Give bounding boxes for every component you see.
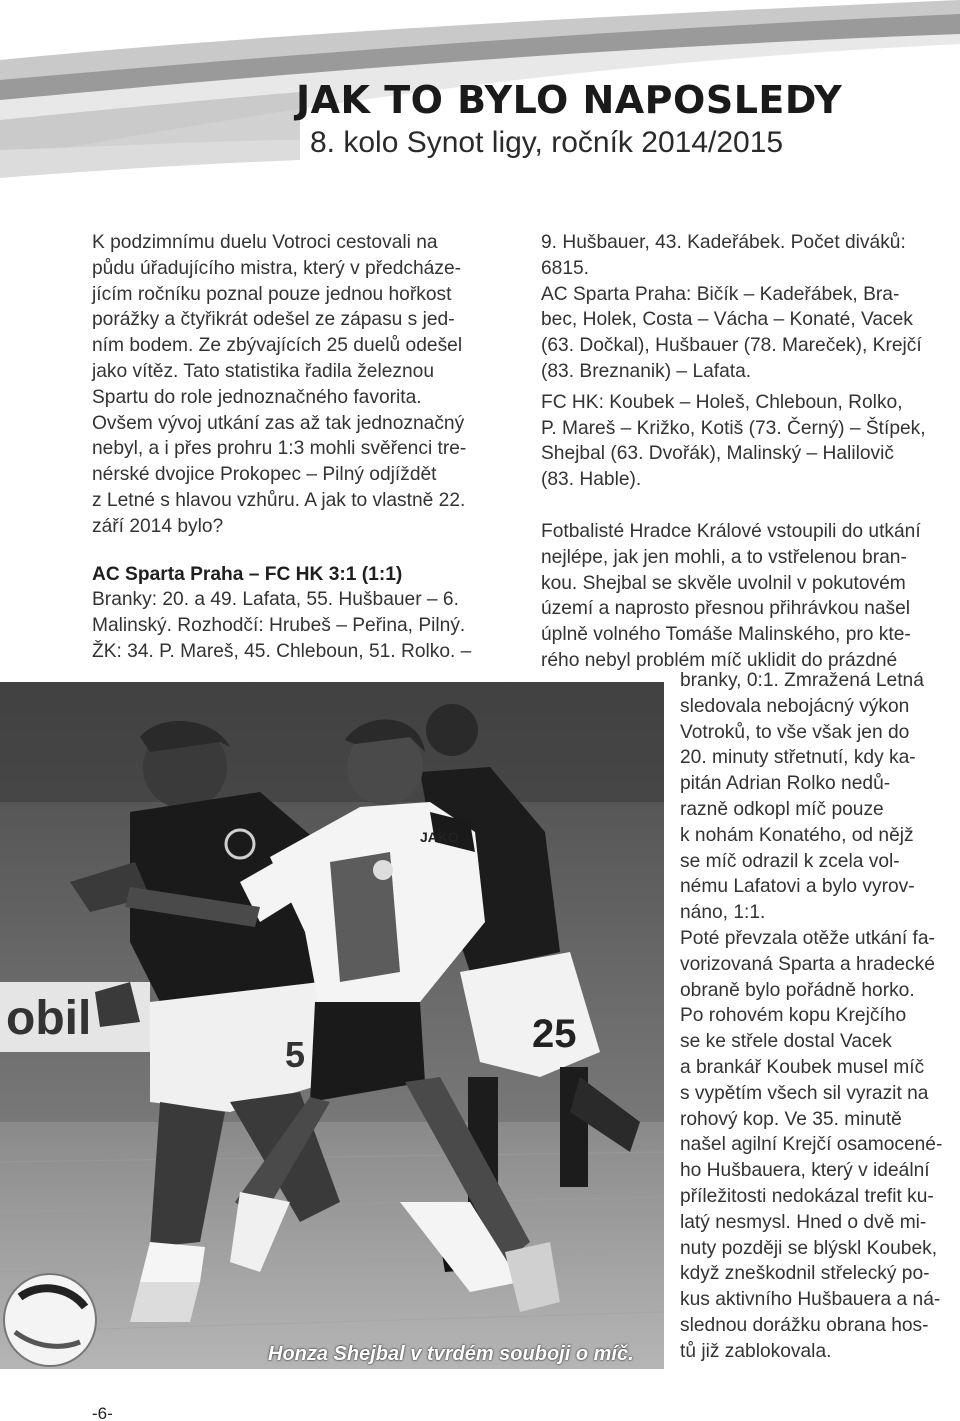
report-line: slednou dorážku obrana hos- <box>680 1314 929 1336</box>
match-detail-line: Malinský. Rozhodčí: Hrubeš – Peřina, Pilný. <box>92 615 466 637</box>
right-column <box>541 230 959 674</box>
report-narrow-column <box>680 668 958 1365</box>
report-line: k nohám Konatého, od nějž <box>680 824 914 846</box>
intro-line: jako vítěz. Tato statistika řadila železnou <box>92 360 435 382</box>
jersey-number-back: 25 <box>532 1012 577 1056</box>
page-title: JAK TO BYLO NAPOSLEDY <box>296 78 843 122</box>
match-result-title: AC Sparta Praha – FC HK 3:1 (1:1) <box>92 563 403 585</box>
report-line: nejlépe, jak jen mohli, a to vstřelenou bran- <box>541 546 907 568</box>
intro-line: porážky a čtyřikrát odešel ze zápasu s jed- <box>92 309 455 331</box>
intro-line: Ovšem vývoj utkání zas až tak jednoznačný <box>92 412 465 434</box>
match-detail-line: 6815. <box>541 257 590 279</box>
report-line: vorizovaná Sparta a hradecké <box>680 953 935 975</box>
report-line: příležitosti nedokázal trefit ku- <box>680 1185 934 1207</box>
intro-line: Spartu do role jednoznačného favorita. <box>92 386 422 408</box>
report-line: nému Lafatovi a bylo vyrov- <box>680 876 915 898</box>
left-column <box>92 230 510 665</box>
sleeve-text: JAKO <box>420 829 459 845</box>
report-line: a brankář Koubek musel míč <box>680 1056 925 1078</box>
report-line: Po rohovém kopu Krejčího <box>680 1005 907 1027</box>
report-line: Poté převzala otěže utkání fa- <box>680 927 935 949</box>
report-line: 20. minuty střetnutí, kdy ka- <box>680 747 916 769</box>
intro-line: K podzimnímu duelu Votroci cestovali na <box>92 232 438 253</box>
intro-line: jícím ročníku poznal pouze jednou hořkost <box>92 283 452 305</box>
report-line: úplně volného Tomáše Malinského, pro kte- <box>541 624 911 646</box>
jersey-number-left: 5 <box>285 1034 306 1075</box>
page-number: -6- <box>92 1404 113 1421</box>
match-detail-line: Branky: 20. a 49. Lafata, 55. Hušbauer – 6. <box>92 589 459 611</box>
intro-line: ním bodem. Ze zbývajících 25 duelů odešel <box>92 335 463 357</box>
report-line: Votroků, to vše však jen do <box>680 721 910 743</box>
match-detail-line: 9. Hušbauer, 43. Kadeřábek. Počet diváků: <box>541 232 906 253</box>
report-line: kus aktivního Hušbauera a ná- <box>680 1289 941 1311</box>
report-line: když zneškodnil střelecký po- <box>680 1263 930 1285</box>
report-line: náno, 1:1. <box>680 902 766 924</box>
report-line: našel agilní Krejčí osamocené- <box>680 1134 943 1156</box>
report-line: území a naprosto přesnou přihrávkou našel <box>541 598 911 620</box>
report-line: se ke střele dostal Vacek <box>680 1031 892 1053</box>
ad-board-text: obil <box>6 992 92 1045</box>
sparta-lineup-line: (63. Dočkal), Hušbauer (78. Mareček), Krejčí <box>541 335 922 357</box>
match-photo-illustration <box>0 682 664 1369</box>
sparta-lineup-line: (83. Breznanik) – Lafata. <box>541 360 752 382</box>
report-line: nuty později se blýskl Koubek, <box>680 1237 938 1259</box>
report-line: se míč odrazil k zcela vol- <box>680 850 900 872</box>
sparta-lineup-line: AC Sparta Praha: Bičík – Kadeřábek, Bra- <box>541 283 900 305</box>
hk-lineup-line: Shejbal (63. Dvořák), Malinský – Halilovič <box>541 443 894 465</box>
match-photo <box>0 682 664 1369</box>
intro-line: půdu úřadujícího mistra, který v předcháze- <box>92 257 462 279</box>
intro-line: z Letné s hlavou vzhůru. A jak to vlastně 22. <box>92 489 466 511</box>
report-line: branky, 0:1. Zmražená Letná <box>680 670 924 691</box>
intro-line: nérské dvojice Prokopec – Pilný odjíždět <box>92 464 437 486</box>
intro-line: nebyl, a i přes prohru 1:3 mohli svěřenci tre- <box>92 438 467 460</box>
page-subtitle: 8. kolo Synot ligy, ročník 2014/2015 <box>310 126 784 159</box>
match-detail-line: ŽK: 34. P. Mareš, 45. Chleboun, 51. Rolko. – <box>92 640 472 662</box>
report-line: obraně bylo pořádně horko. <box>680 979 915 1001</box>
report-line: razně odkopl míč pouze <box>680 798 884 820</box>
report-line: latý nesmysl. Hned o dvě mi- <box>680 1211 927 1233</box>
report-line: rého nebyl problém míč uklidit do prázdné <box>541 649 898 671</box>
hk-lineup-line: FC HK: Koubek – Holeš, Chleboun, Rolko, <box>541 391 903 413</box>
report-line: sledovala nebojácný výkon <box>680 695 910 717</box>
report-line: pitán Adrian Rolko nedů- <box>680 773 891 795</box>
hk-lineup-line: P. Mareš – Križko, Kotiš (73. Černý) – Štípek, <box>541 417 926 439</box>
hk-lineup-line: (83. Hable). <box>541 469 642 491</box>
report-line: s vypětím všech sil vyrazit na <box>680 1082 929 1104</box>
sparta-lineup-line: bec, Holek, Costa – Vácha – Konaté, Vacek <box>541 309 913 331</box>
report-line: kou. Shejbal se skvěle uvolnil v pokutovém <box>541 572 906 594</box>
report-line: ho Hušbauera, který v ideální <box>680 1160 930 1182</box>
report-line: Fotbalisté Hradce Králové vstoupili do utkání <box>541 520 921 542</box>
report-line: tů již zablokovala. <box>680 1340 832 1362</box>
photo-caption: Honza Shejbal v tvrdém souboji o míč. <box>268 1343 634 1365</box>
football <box>4 1274 96 1366</box>
intro-line: září 2014 bylo? <box>92 515 224 537</box>
report-line: rohový kop. Ve 35. minutě <box>680 1108 902 1130</box>
